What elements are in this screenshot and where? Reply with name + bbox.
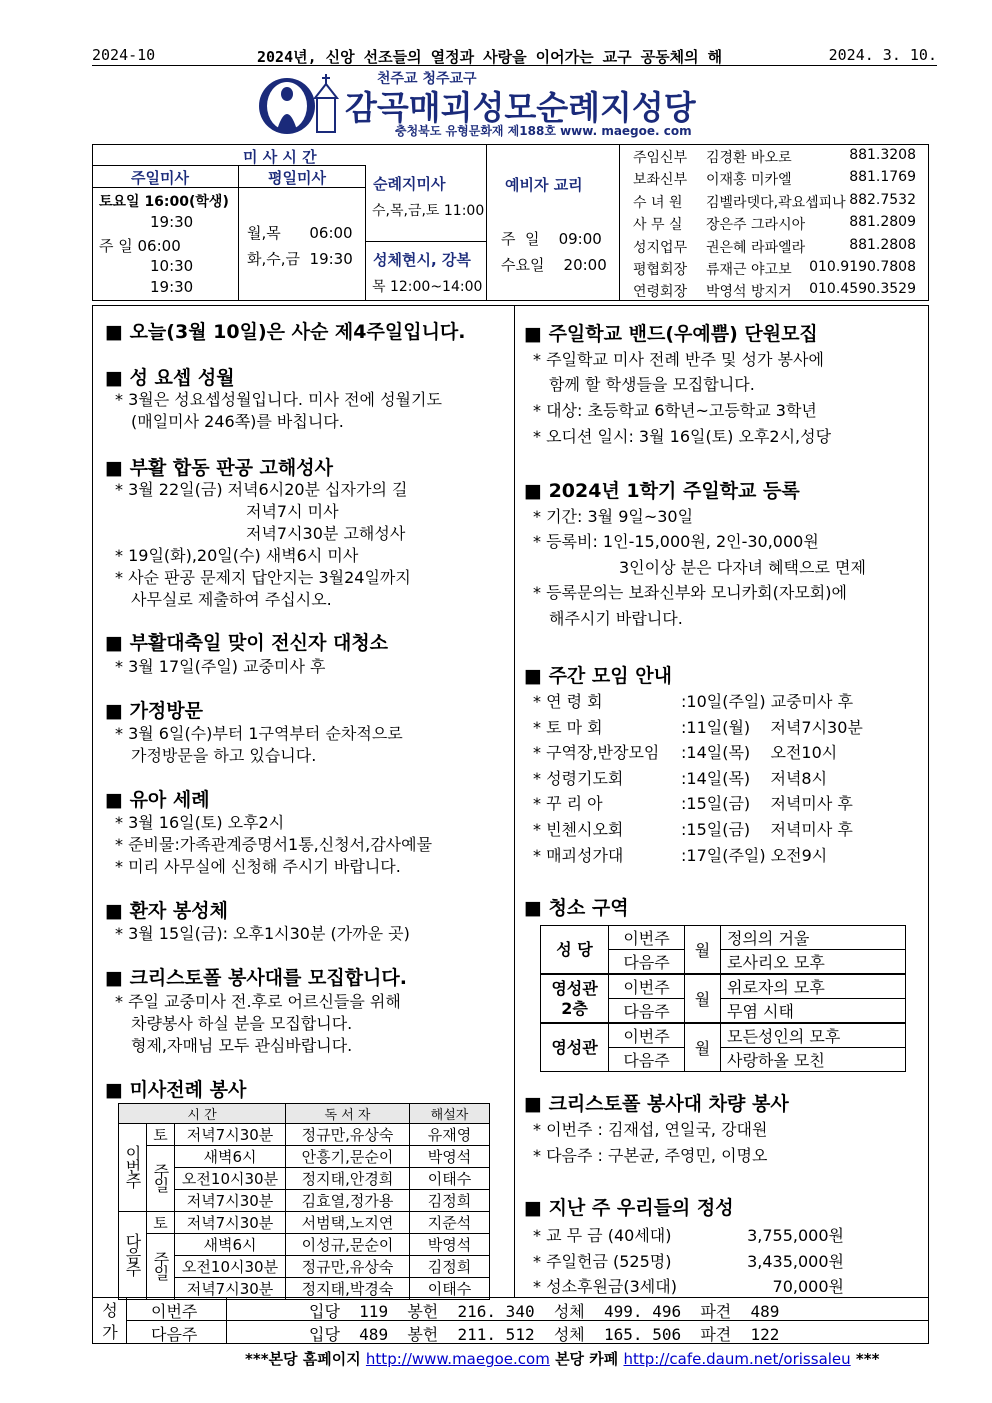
sick-communion-heading: ■ 환자 봉성체 <box>105 896 228 923</box>
sunday-label: 주일 <box>151 1250 170 1279</box>
this-week-group: 모든성인의 모후 <box>721 1023 906 1048</box>
band-line-1: * 주일학교 미사 전례 반주 및 성가 봉사에 <box>533 350 824 369</box>
attendance-this-line: 입당 119 봉헌 216. 340 성체 499. 496 파견 489 <box>309 1302 780 1321</box>
meeting-name: * 연 령 회 <box>533 692 603 711</box>
cleaning-place: 영성관 <box>541 1023 609 1072</box>
table-cell: 새벽6시 <box>175 1146 286 1168</box>
vehicle-service-line-2: * 다음주 : 구본균, 주영민, 이명오 <box>533 1146 768 1165</box>
sunday-school-line-4: * 등록문의는 보좌신부와 모니카회(자모회)에 <box>533 583 847 602</box>
this-week-group: 위로자의 모후 <box>721 974 906 999</box>
christopher-heading: ■ 크리스토폴 봉사대를 모집합니다. <box>105 963 407 990</box>
attendance-box <box>92 1298 929 1344</box>
contact-phone: 010.9190.7808 <box>809 259 916 275</box>
baptism-line-1: * 3월 16일(토) 오후2시 <box>115 813 285 832</box>
col-time: 시 간 <box>119 1104 286 1124</box>
sunday-mass-head: 주일미사 <box>131 169 189 187</box>
cleaning-place: 성 당 <box>541 926 609 975</box>
offerings-heading: ■ 지난 주 우리들의 정성 <box>524 1193 734 1220</box>
schedule-box <box>92 144 929 301</box>
this-week-cell: 이번주 <box>609 926 685 950</box>
top-line <box>92 46 937 66</box>
confession-line-6: 사무실로 제출하여 주십시오. <box>131 590 332 609</box>
mass-service-heading: ■ 미사전례 봉사 <box>105 1075 246 1102</box>
offering-amount: 3,755,000원 <box>747 1226 844 1245</box>
table-cell: 이태수 <box>410 1168 490 1190</box>
confession-line-2: 저녁7시 미사 <box>246 502 339 521</box>
today-heading: ■ 오늘(3월 10일)은 사순 제4주일입니다. <box>105 317 466 344</box>
contact-role: 주임신부 <box>633 150 688 166</box>
col-commentator: 해설자 <box>410 1104 490 1124</box>
joseph-line-2: (매일미사 246쪽)를 바칩니다. <box>131 412 344 431</box>
sunday-line-5: 19:30 <box>150 278 194 296</box>
home-visit-line-1: * 3월 6일(수)부터 1구역부터 순차적으로 <box>115 724 403 743</box>
cleaning-line-1: * 3월 17일(주일) 교중미사 후 <box>115 657 326 676</box>
contact-name: 김경환 바오로 <box>706 150 792 166</box>
table-cell: 김효열,정가용 <box>286 1190 410 1212</box>
next-week-group: 사랑하올 모친 <box>721 1048 906 1072</box>
table-cell: 이성규,문순이 <box>286 1234 410 1256</box>
weekday-mass-head: 평일미사 <box>268 169 326 187</box>
meeting-time: :15일(금) 저녁미사 후 <box>681 794 853 814</box>
contact-name: 류재근 야고보 <box>706 262 792 278</box>
pilgrim-mass-time: 수,목,금,토 11:00 <box>372 203 485 219</box>
adoration-head: 성체현시, 강복 <box>373 251 471 269</box>
contact-role: 사 무 실 <box>633 217 683 234</box>
meeting-time: :17일(주일) 오전9시 <box>681 845 828 865</box>
christopher-line-1: * 주일 교중미사 전.후로 어르신들을 위해 <box>115 992 401 1011</box>
sunday-line-3: 주 일 06:00 <box>99 237 181 255</box>
table-cell: 박영석 <box>410 1234 490 1256</box>
meeting-name: * 꾸 리 아 <box>533 794 603 814</box>
band-line-3: * 대상: 초등학교 6학년~고등학교 3학년 <box>533 401 817 420</box>
table-cell: 이태수 <box>410 1278 490 1300</box>
meeting-name: * 토 마 회 <box>533 717 603 737</box>
meeting-time: :15일(금) 저녁미사 후 <box>681 820 853 839</box>
contact-name: 박영석 방지거 <box>706 284 792 301</box>
heritage-note: 충청북도 유형문화재 제188호 www. maegoe. com <box>395 124 692 138</box>
table-cell: 유재영 <box>410 1124 490 1146</box>
baptism-line-3: * 미리 사무실에 신청해 주시기 바랍니다. <box>115 857 401 876</box>
offering-label: * 성소후원금(3세대) <box>533 1277 677 1297</box>
table-cell: 안흥기,문순이 <box>286 1146 410 1168</box>
this-week-group: 정의의 거울 <box>721 926 906 950</box>
sunday-school-heading: ■ 2024년 1학기 주일학교 등록 <box>524 476 800 503</box>
table-row <box>541 926 906 950</box>
attendance-next-line: 입당 489 봉헌 211. 512 성체 165. 506 파견 122 <box>309 1325 780 1344</box>
contact-name: 권은혜 라파엘라 <box>706 239 806 256</box>
sunday-line-4: 10:30 <box>150 257 194 275</box>
confession-line-4: * 19일(화),20일(수) 새벽6시 미사 <box>115 546 359 565</box>
sunday-school-line-1: * 기간: 3월 9일~30일 <box>533 507 694 526</box>
next-week-cell: 다음주 <box>609 950 685 975</box>
table-cell: 서범택,노지연 <box>286 1212 410 1234</box>
table-cell: 오전10시30분 <box>175 1168 286 1190</box>
contact-role: 평협회장 <box>633 262 688 278</box>
offering-amount: 70,000원 <box>772 1277 844 1297</box>
next-week-group: 무염 시태 <box>721 999 906 1024</box>
table-cell: 저녁7시30분 <box>175 1190 286 1212</box>
table-cell: 오전10시30분 <box>175 1256 286 1278</box>
cleaning-day: 월 <box>685 974 721 1023</box>
table-row <box>541 1023 906 1048</box>
catechumen-line-1: 주 일 09:00 <box>501 230 602 248</box>
band-heading: ■ 주일학교 밴드(우예쁨) 단원모집 <box>524 319 818 346</box>
meeting-name: * 빈첸시오회 <box>533 820 624 839</box>
table-cell: 정지태,박경숙 <box>286 1278 410 1300</box>
table-cell: 정규만,유상숙 <box>286 1256 410 1278</box>
offering-label: * 교 무 금 (40세대) <box>533 1226 672 1245</box>
meeting-name: * 성령기도회 <box>533 768 624 788</box>
attendance-next-label: 다음주 <box>151 1325 198 1344</box>
contact-name: 이재홍 미카엘 <box>706 172 792 189</box>
parish-name: 감곡매괴성모순례지성당 <box>345 88 696 127</box>
cleaning-zone-table <box>540 925 906 1072</box>
footer-prefix: ***본당 홈페이지 <box>245 1350 366 1368</box>
footer <box>245 1348 879 1369</box>
table-cell: 지준석 <box>410 1212 490 1234</box>
table-cell: 김정희 <box>410 1190 490 1212</box>
sunday-school-line-3: 3인이상 분은 다자녀 혜택으로 면제 <box>619 558 866 577</box>
sunday-line-2: 19:30 <box>150 213 194 231</box>
offering-label: * 주일헌금 (525명) <box>533 1251 672 1271</box>
contact-role: 연령회장 <box>633 284 688 301</box>
issue-date: 2024. 3. 10. <box>828 46 937 64</box>
sunday-label: 주일 <box>151 1162 170 1191</box>
pilgrim-mass-head: 순례지미사 <box>373 175 446 193</box>
contact-phone: 881.2809 <box>849 214 916 231</box>
meeting-time: :14일(목) 오전10시 <box>681 743 838 763</box>
this-week-cell: 이번주 <box>609 974 685 999</box>
table-cell: 새벽6시 <box>175 1234 286 1256</box>
contact-role: 보좌신부 <box>633 172 688 189</box>
sunday-line-1: 토요일 16:00(학생) <box>99 194 229 210</box>
confession-line-1: * 3월 22일(금) 저녁6시20분 십자가의 길 <box>115 480 408 499</box>
baptism-line-2: * 준비물:가족관계증명서1통,신청서,감사예물 <box>115 835 433 854</box>
baptism-heading: ■ 유아 세례 <box>105 785 210 812</box>
band-line-2: 함께 할 학생들을 모집합니다. <box>549 375 755 394</box>
joseph-heading: ■ 성 요셉 성월 <box>105 363 235 390</box>
cleaning-heading: ■ 부활대축일 맞이 전신자 대청소 <box>105 628 388 655</box>
offering-amount: 3,435,000원 <box>747 1251 844 1271</box>
contact-role: 수 녀 원 <box>633 194 683 211</box>
cafe-link[interactable]: http://cafe.daum.net/orissaleu <box>623 1350 851 1368</box>
meeting-time: :14일(목) 저녁8시 <box>681 768 828 788</box>
contact-name: 장은주 그라시아 <box>706 217 806 234</box>
this-week-cell: 이번주 <box>609 1023 685 1048</box>
cleaning-zone-heading: ■ 청소 구역 <box>524 893 629 920</box>
contact-name: 김벨라뎃다,곽요셉피나 <box>706 194 846 211</box>
col-readers: 독 서 자 <box>286 1104 410 1124</box>
contact-phone: 882.7532 <box>849 191 916 208</box>
sick-communion-line-1: * 3월 15일(금): 오후1시30분 (가까운 곳) <box>115 924 410 943</box>
next-week-group: 로사리오 모후 <box>721 950 906 975</box>
meeting-name: * 매괴성가대 <box>533 845 624 865</box>
next-week-cell: 다음주 <box>609 999 685 1024</box>
contact-role: 성지업무 <box>633 239 688 256</box>
mass-times-title: 미 사 시 간 <box>243 148 317 166</box>
diocese-name: 천주교 청주교구 <box>377 71 477 87</box>
meetings-heading: ■ 주간 모임 안내 <box>524 661 672 688</box>
meeting-name: * 구역장,반장모임 <box>533 743 660 763</box>
cleaning-place: 영성관 2층 <box>541 974 609 1023</box>
christopher-line-2: 차량봉사 하실 분을 모집합니다. <box>131 1014 353 1033</box>
table-cell: 박영석 <box>410 1146 490 1168</box>
meeting-time: :10일(주일) 교중미사 후 <box>681 692 854 711</box>
table-cell: 저녁7시30분 <box>175 1278 286 1300</box>
footer-suffix: *** <box>850 1350 880 1368</box>
table-cell: 정지태,안경희 <box>286 1168 410 1190</box>
catechumen-head: 예비자 교리 <box>505 176 583 194</box>
confession-line-5: * 사순 판공 문제지 답안지는 3월24일까지 <box>115 568 411 587</box>
weekday-line-1: 월,목 06:00 <box>247 224 353 242</box>
adoration-time: 목 12:00~14:00 <box>372 279 483 295</box>
contact-phone: 881.3208 <box>849 147 916 163</box>
table-cell: 정규만,유상숙 <box>286 1124 410 1146</box>
masthead <box>255 68 775 140</box>
table-cell: 김정희 <box>410 1256 490 1278</box>
attendance-label: 성가 <box>102 1301 118 1342</box>
table-cell: 저녁7시30분 <box>175 1212 286 1234</box>
vehicle-service-line-1: * 이번주 : 김재섭, 연일국, 강대원 <box>533 1120 768 1139</box>
confession-heading: ■ 부활 합동 판공 고해성사 <box>105 453 333 480</box>
homepage-link[interactable]: http://www.maegoe.com <box>365 1350 550 1368</box>
issue-number: 2024-10 <box>92 46 156 64</box>
mass-service-table <box>118 1103 490 1300</box>
sunday-school-line-2: * 등록비: 1인-15,000원, 2인-30,000원 <box>533 532 819 551</box>
cleaning-day: 월 <box>685 1023 721 1072</box>
saturday-label: 토 <box>147 1212 175 1234</box>
band-line-4: * 오디션 일시: 3월 16일(토) 오후2시,성당 <box>533 427 832 446</box>
next-week-cell: 다음주 <box>609 1048 685 1072</box>
contact-phone: 881.1769 <box>849 169 916 186</box>
weekday-line-2: 화,수,금 19:30 <box>247 250 353 268</box>
church-logo-icon <box>255 72 347 136</box>
table-cell: 저녁7시30분 <box>175 1124 286 1146</box>
meeting-time: :11일(월) 저녁7시30분 <box>681 717 863 737</box>
contact-phone: 881.2808 <box>849 236 916 253</box>
confession-line-3: 저녁7시30분 고해성사 <box>246 524 406 543</box>
table-row <box>541 974 906 999</box>
joseph-line-1: * 3월은 성요셉성월입니다. 미사 전에 성월기도 <box>115 390 442 409</box>
catechumen-line-2: 수요일 20:00 <box>501 256 607 274</box>
cleaning-day: 월 <box>685 926 721 975</box>
christopher-line-3: 형제,자매님 모두 관심바랍니다. <box>131 1036 353 1055</box>
home-visit-line-2: 가정방문을 하고 있습니다. <box>131 746 317 765</box>
this-week-label: 이번주 <box>123 1144 142 1187</box>
footer-mid: 본당 카페 <box>549 1350 624 1368</box>
year-motto: 2024년, 신앙 선조들의 열정과 사랑을 이어가는 교구 공동체의 해 <box>257 48 723 66</box>
contact-phone: 010.4590.3529 <box>809 281 916 298</box>
sunday-school-line-5: 해주시기 바랍니다. <box>549 609 683 628</box>
next-week-label: 다음주 <box>123 1232 142 1275</box>
home-visit-heading: ■ 가정방문 <box>105 696 203 723</box>
saturday-label: 토 <box>147 1124 175 1146</box>
vehicle-service-heading: ■ 크리스토폴 봉사대 차량 봉사 <box>524 1089 789 1116</box>
attendance-this-label: 이번주 <box>151 1302 198 1321</box>
